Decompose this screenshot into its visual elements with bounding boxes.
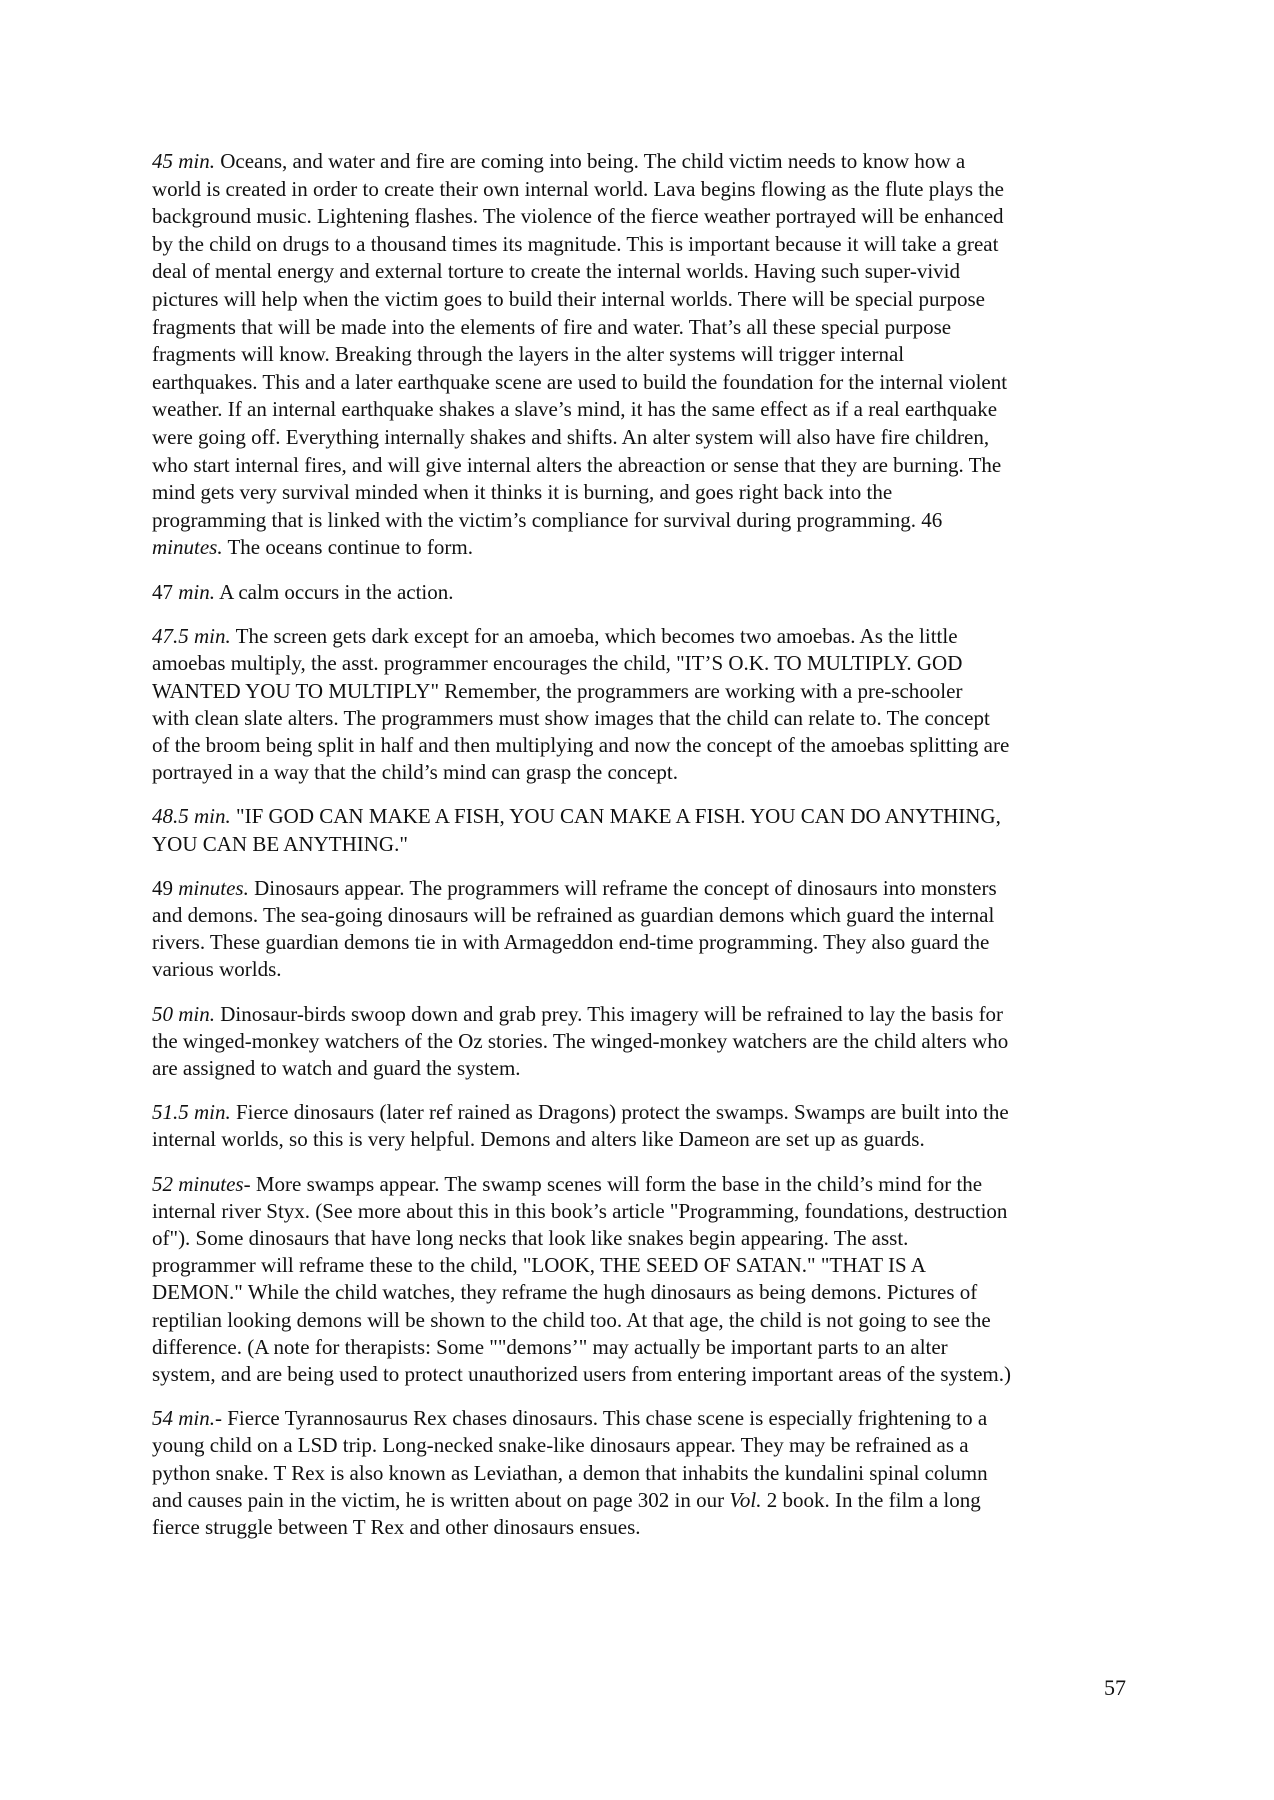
italic-time-marker: 54 min.	[152, 1406, 215, 1431]
text-line	[152, 705, 1137, 732]
text-line	[152, 1171, 1137, 1198]
text-line	[152, 534, 1137, 562]
text-line	[152, 176, 1137, 204]
text-run: - Fierce Tyrannosaurus Rex chases dinosaurs. This chase scene is especially frightening to a	[215, 1406, 988, 1431]
text-line	[152, 479, 1137, 507]
text-run: The oceans continue to form.	[222, 535, 473, 560]
text-line	[152, 452, 1137, 480]
text-run: rivers. These guardian demons tie in with Armageddon end-time programming. They also guard the	[152, 930, 990, 955]
text-line	[152, 396, 1137, 424]
text-line	[152, 1334, 1137, 1361]
italic-time-marker: 51.5 min.	[152, 1100, 231, 1125]
text-line	[152, 623, 1137, 650]
text-line	[152, 650, 1137, 677]
paragraph	[152, 1001, 1137, 1083]
text-line	[152, 1514, 1137, 1541]
text-run: with clean slate alters. The programmers must show images that the child can relate to. The concept	[152, 705, 990, 730]
text-run: world is created in order to create their own internal world. Lava begins flowing as the flute plays the	[152, 176, 1004, 201]
text-line	[152, 1028, 1137, 1055]
text-run: of"). Some dinosaurs that have long necks that look like snakes begin appearing. The asst.	[152, 1225, 909, 1250]
text-run: mind gets very survival minded when it thinks it is burning, and goes right back into the	[152, 480, 893, 505]
italic-time-marker: minutes.	[152, 535, 223, 560]
italic-time-marker: 45 min.	[152, 149, 215, 173]
paragraph	[152, 1405, 1137, 1541]
text-line	[152, 507, 1137, 535]
text-line	[152, 148, 1137, 176]
text-run: The screen gets dark except for an amoeba, which becomes two amoebas. As the little	[230, 624, 958, 649]
text-line	[152, 1001, 1137, 1028]
text-line	[152, 1432, 1137, 1459]
text-line	[152, 1361, 1137, 1388]
text-run: DEMON." While the child watches, they reframe the hugh dinosaurs as being demons. Pictures of	[152, 1280, 978, 1305]
text-line	[152, 1307, 1137, 1334]
text-run: fragments that will be made into the elements of fire and water. That’s all these special purpose	[152, 314, 952, 339]
text-run: deal of mental energy and external torture to create the internal worlds. Having such super-vivid	[152, 259, 960, 284]
paragraph	[152, 623, 1137, 786]
text-line	[152, 1055, 1137, 1082]
text-line	[152, 678, 1137, 705]
text-run: WANTED YOU TO MULTIPLY" Remember, the programmers are working with a pre-schooler	[152, 678, 963, 703]
text-run: amoebas multiply, the asst. programmer encourages the child, "IT’S O.K. TO MULTIPLY. GOD	[152, 651, 963, 676]
text-run: and causes pain in the victim, he is written about on page 302 in our	[152, 1487, 730, 1512]
text-run: earthquakes. This and a later earthquake scene are used to build the foundation for the internal violent	[152, 369, 1008, 394]
italic-time-marker: 50 min.	[152, 1001, 215, 1026]
text-line	[152, 424, 1137, 452]
text-run: young child on a LSD trip. Long-necked snake-like dinosaurs appear. They may be refrained as a	[152, 1433, 969, 1458]
text-run: programming that is linked with the victim’s compliance for survival during programming. 46	[152, 507, 943, 532]
text-line	[152, 831, 1137, 858]
text-run: fragments will know. Breaking through the layers in the alter systems will trigger internal	[152, 342, 905, 367]
text-run: pictures will help when the victim goes to build their internal worlds. There will be special purpose	[152, 286, 985, 311]
text-run: background music. Lightening flashes. The violence of the fierce weather portrayed will be enhanced	[152, 204, 1004, 229]
italic-time-marker: minutes.	[178, 875, 249, 900]
text-line	[152, 1487, 1137, 1514]
paragraph	[152, 579, 1137, 606]
italic-time-marker: 48.5 min.	[152, 804, 231, 829]
text-line	[152, 732, 1137, 759]
text-line	[152, 1099, 1137, 1126]
text-run: system, and are being used to protect unauthorized users from entering important areas of the system.)	[152, 1361, 1011, 1386]
text-run: difference. (A note for therapists: Some ""demons’" may actually be important parts to an alter	[152, 1334, 948, 1359]
page-body	[152, 148, 1137, 1558]
text-line	[152, 1126, 1137, 1153]
text-run: portrayed in a way that the child’s mind can grasp the concept.	[152, 760, 678, 785]
text-run: YOU CAN BE ANYTHING."	[152, 831, 408, 856]
italic-time-marker: 47.5 min.	[152, 624, 231, 649]
text-run: Fierce dinosaurs (later ref rained as Dragons) protect the swamps. Swamps are built into the	[230, 1100, 1009, 1125]
text-run: were going off. Everything internally shakes and shifts. An alter system will also have fire children,	[152, 424, 990, 449]
text-line	[152, 929, 1137, 956]
text-run: Dinosaur-birds swoop down and grab prey. This imagery will be refrained to lay the basis for	[215, 1001, 1004, 1026]
text-run: python snake. T Rex is also known as Leviathan, a demon that inhabits the kundalini spinal column	[152, 1460, 988, 1485]
paragraph	[152, 1099, 1137, 1153]
text-run: A calm occurs in the action.	[215, 579, 454, 604]
paragraph	[152, 803, 1137, 857]
text-line	[152, 759, 1137, 786]
text-run: by the child on drugs to a thousand times its magnitude. This is important because it will take a great	[152, 231, 999, 256]
paragraph	[152, 875, 1137, 984]
text-line	[152, 803, 1137, 830]
text-run: various worlds.	[152, 957, 282, 982]
text-line	[152, 231, 1137, 259]
text-run: 47	[152, 579, 179, 604]
text-run: Dinosaurs appear. The programmers will reframe the concept of dinosaurs into monsters	[248, 875, 997, 900]
text-line	[152, 258, 1137, 286]
text-line	[152, 579, 1137, 606]
page-number: 57	[1104, 1675, 1126, 1700]
text-run: "IF GOD CAN MAKE A FISH, YOU CAN MAKE A FISH. YOU CAN DO ANYTHING,	[230, 804, 1001, 829]
text-line	[152, 1198, 1137, 1225]
text-run: More swamps appear. The swamp scenes will form the base in the child’s mind for the	[250, 1171, 983, 1196]
text-run: Oceans, and water and fire are coming into being. The child victim needs to know how a	[215, 149, 966, 173]
italic-time-marker: 52 minutes-	[152, 1171, 251, 1196]
text-line	[152, 1460, 1137, 1487]
text-line	[152, 369, 1137, 397]
text-run: and demons. The sea-going dinosaurs will be refrained as guardian demons which guard the internal	[152, 902, 995, 927]
text-run: internal river Styx. (See more about this in this book’s article "Programming, foundations, destruction	[152, 1198, 1008, 1223]
text-run: programmer will reframe these to the child, "LOOK, THE SEED OF SATAN." "THAT IS A	[152, 1253, 926, 1278]
text-line	[152, 956, 1137, 983]
text-run: 2 book. In the film a long	[761, 1487, 981, 1512]
text-run: the winged-monkey watchers of the Oz stories. The winged-monkey watchers are the child alters who	[152, 1028, 1009, 1053]
text-run: internal worlds, so this is very helpful. Demons and alters like Dameon are set up as guards.	[152, 1127, 925, 1152]
italic-time-marker: min.	[178, 579, 215, 604]
text-line	[152, 203, 1137, 231]
italic-time-marker: Vol.	[729, 1487, 762, 1512]
text-run: reptilian looking demons will be shown to the child too. At that age, the child is not going to see the	[152, 1307, 991, 1332]
text-line	[152, 1252, 1137, 1279]
text-line	[152, 902, 1137, 929]
text-line	[152, 341, 1137, 369]
text-line	[152, 1279, 1137, 1306]
text-run: of the broom being split in half and then multiplying and now the concept of the amoebas splitting are	[152, 732, 1010, 757]
text-line	[152, 1405, 1137, 1432]
paragraph	[152, 1171, 1137, 1389]
text-line	[152, 314, 1137, 342]
text-run: who start internal fires, and will give internal alters the abreaction or sense that they are burning. The	[152, 452, 1002, 477]
text-line	[152, 875, 1137, 902]
text-line	[152, 1225, 1137, 1252]
text-run: 49	[152, 875, 179, 900]
text-run: are assigned to watch and guard the system.	[152, 1055, 521, 1080]
paragraph	[152, 148, 1137, 562]
text-line	[152, 286, 1137, 314]
text-run: fierce struggle between T Rex and other dinosaurs ensues.	[152, 1515, 641, 1539]
text-run: weather. If an internal earthquake shakes a slave’s mind, it has the same effect as if a real earthquake	[152, 397, 998, 422]
